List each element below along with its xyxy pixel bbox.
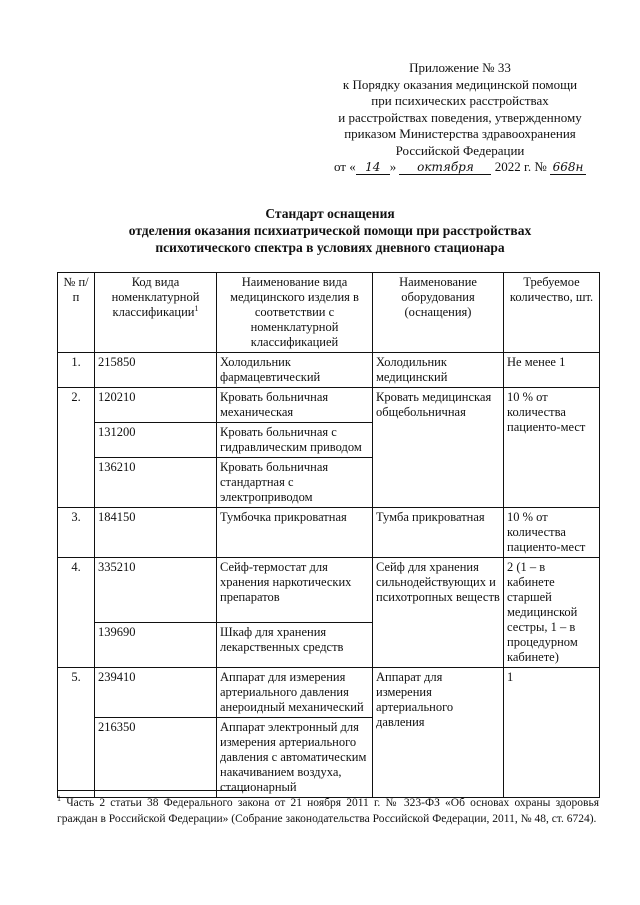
date-mid: » bbox=[389, 159, 397, 174]
equipment-standard-table bbox=[57, 272, 600, 798]
row-equipment: Холодильник медицинский bbox=[373, 353, 504, 388]
appendix-line: к Порядку оказания медицинской помощи bbox=[342, 76, 578, 92]
header-code bbox=[95, 273, 217, 353]
row-name: Аппарат электронный для измерения артериального давления с автоматическим накачиванием воздуха, стационарный bbox=[217, 718, 373, 798]
row-num: 3. bbox=[58, 508, 95, 558]
row-qty: 2 (1 – в кабинете старшей медицинской сестры, 1 – в процедурном кабинете) bbox=[504, 558, 600, 668]
title-line: психотического спектра в условиях дневного стационара bbox=[155, 240, 505, 255]
row-name: Аппарат для измерения артериального давления анероидный механический bbox=[217, 668, 373, 718]
order-month: октября bbox=[399, 161, 491, 175]
appendix-line: Российской Федерации bbox=[395, 142, 525, 158]
row-name: Холодильник фармацевтический bbox=[217, 353, 373, 388]
appendix-line: при психических расстройствах bbox=[371, 93, 549, 108]
footnote-ref: 1 bbox=[194, 303, 199, 313]
row-code: 139690 bbox=[95, 623, 217, 668]
row-code: 136210 bbox=[95, 458, 217, 508]
row-num: 5. bbox=[58, 668, 95, 798]
row-code: 215850 bbox=[95, 353, 217, 388]
row-qty: 1 bbox=[504, 668, 600, 798]
row-code: 216350 bbox=[95, 718, 217, 798]
row-name: Сейф-термостат для хранения наркотических препаратов bbox=[217, 558, 373, 623]
row-name: Кровать больничная механическая bbox=[217, 388, 373, 423]
row-name: Тумбочка прикроватная bbox=[217, 508, 373, 558]
row-equipment: Кровать медицинская общебольничная bbox=[373, 388, 504, 508]
row-qty: Не менее 1 bbox=[504, 353, 600, 388]
table-row bbox=[58, 508, 600, 558]
table-row bbox=[58, 353, 600, 388]
footnote-mark: 1 bbox=[57, 794, 61, 804]
order-year: 2022 г. № bbox=[494, 159, 547, 174]
header-equipment: Наименование оборудования (оснащения) bbox=[373, 273, 504, 353]
row-num: 4. bbox=[58, 558, 95, 668]
date-prefix: от « bbox=[333, 159, 356, 174]
document-title bbox=[40, 205, 620, 256]
header-qty: Требуемое количество, шт. bbox=[504, 273, 600, 353]
appendix-header bbox=[300, 60, 620, 176]
row-qty: 10 % от количества пациенто-мест bbox=[504, 388, 600, 508]
row-qty: 10 % от количества пациенто-мест bbox=[504, 508, 600, 558]
table-row bbox=[58, 388, 600, 423]
order-date-line bbox=[300, 159, 620, 176]
header-num: № п/п bbox=[58, 273, 95, 353]
table-header-row bbox=[58, 273, 600, 353]
table-row bbox=[58, 558, 600, 623]
header-code-text: Код вида номенклатурной классификации bbox=[111, 275, 200, 319]
header-name: Наименование вида медицинского изделия в соответствии с номенклатурной классификацией bbox=[217, 273, 373, 353]
row-equipment: Аппарат для измерения артериального давления bbox=[373, 668, 504, 798]
footnote-divider bbox=[57, 790, 247, 791]
appendix-line: и расстройствах поведения, утвержденному bbox=[338, 109, 582, 125]
row-equipment: Сейф для хранения сильнодействующих и психотропных веществ bbox=[373, 558, 504, 668]
footnote bbox=[57, 795, 599, 827]
appendix-line: Приложение № 33 bbox=[409, 60, 511, 75]
row-equipment: Тумба прикроватная bbox=[373, 508, 504, 558]
appendix-line: приказом Министерства здравоохранения bbox=[344, 126, 576, 141]
row-num: 2. bbox=[58, 388, 95, 508]
row-name: Кровать больничная с гидравлическим приводом bbox=[217, 423, 373, 458]
row-num: 1. bbox=[58, 353, 95, 388]
row-code: 184150 bbox=[95, 508, 217, 558]
row-code: 131200 bbox=[95, 423, 217, 458]
row-name: Шкаф для хранения лекарственных средств bbox=[217, 623, 373, 668]
order-number: 668н bbox=[550, 161, 586, 175]
row-code: 120210 bbox=[95, 388, 217, 423]
title-line: отделения оказания психиатрической помощи при расстройствах bbox=[128, 223, 532, 238]
title-line: Стандарт оснащения bbox=[265, 206, 395, 221]
row-code: 335210 bbox=[95, 558, 217, 623]
order-day: 14 bbox=[356, 161, 390, 175]
footnote-text: Часть 2 статьи 38 Федерального закона от 21 ноября 2011 г. № 323-ФЗ «Об основах охраны здоровья граждан в Российской Федерации» (Собрание законодательства Российской Федерации, 2011, № 48, ст. 6724). bbox=[57, 797, 599, 825]
row-code: 239410 bbox=[95, 668, 217, 718]
row-name: Кровать больничная стандартная с электроприводом bbox=[217, 458, 373, 508]
table-row bbox=[58, 668, 600, 718]
